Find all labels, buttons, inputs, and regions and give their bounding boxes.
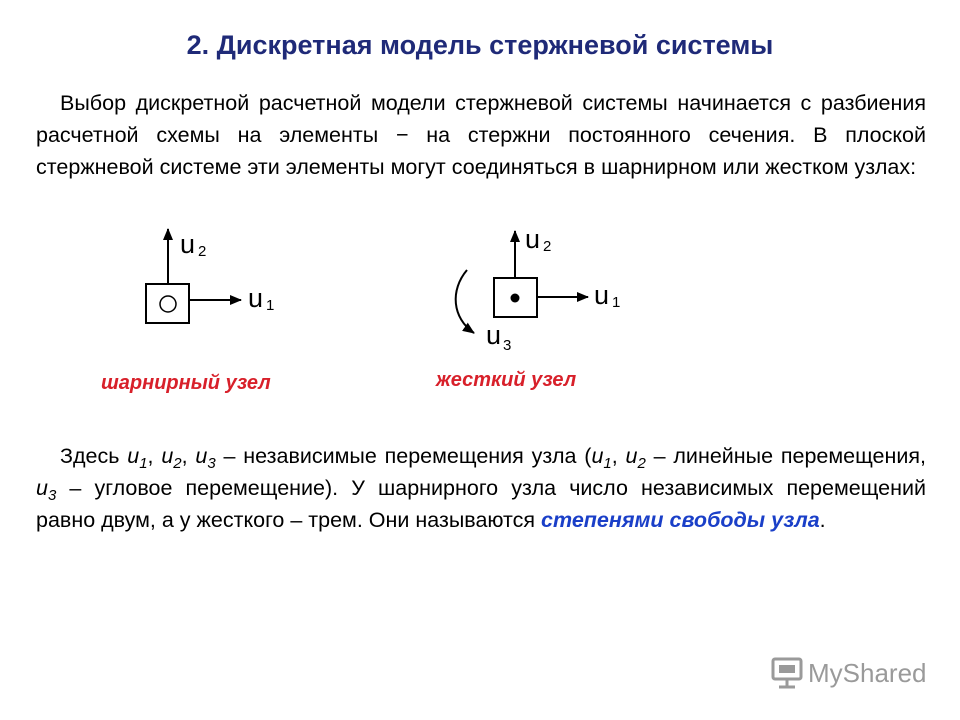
- hinged-u1-sub: 1: [266, 297, 275, 314]
- rigid-node-diagram: [456, 224, 621, 354]
- u1-symbol: $u_1$: [591, 444, 612, 472]
- rigid-u3-sub: 3: [503, 337, 512, 354]
- intro-paragraph: Выбор дискретной расчетной модели стержневой системы начинается с разбиения расчетной схемы на элементы − на стержни постоянного сечения. В плоской стержневой системе эти элементы могут соединяться в шарнирном или жестком узлах:: [36, 91, 926, 179]
- rigid-u1-sub: 1: [612, 294, 621, 311]
- rotation-arrow: [456, 270, 474, 333]
- hinged-u2-label: u: [180, 229, 196, 259]
- hinged-node-caption: шарнирный узел: [101, 372, 271, 394]
- hinged-node-diagram: [146, 229, 274, 323]
- svg-text:u3: [486, 320, 511, 354]
- svg-text:u1: [248, 283, 274, 314]
- hinge-circle: [160, 296, 176, 312]
- svg-text:u2: [525, 224, 551, 255]
- rigid-u2-sub: 2: [543, 238, 552, 255]
- explanation-paragraph: Здесь $u_1$, $u_2$, $u_3$ – независимые перемещения узла ($u_1$, $u_2$ – линейные перемещения, $u_3$ – угловое перемещение). У шарнирного узла число независимых перемещений равно двум, а у жесткого – трем. Они называются степенями свободы узла.: [36, 444, 927, 532]
- hinged-u2-sub: 2: [198, 243, 207, 260]
- u1-symbol: $u_1$: [127, 444, 148, 472]
- u3-symbol: $u_3$: [195, 444, 216, 472]
- hinged-u1-label: u: [248, 283, 264, 313]
- rigid-u2-label: u: [525, 224, 541, 254]
- watermark-logo: MyShared: [808, 658, 927, 688]
- u3-symbol: $u_3$: [36, 476, 57, 504]
- slide-title: 2. Дискретная модель стержневой системы: [186, 30, 774, 60]
- degrees-of-freedom-highlight: степенями свободы узла: [541, 508, 820, 532]
- rigid-u1-label: u: [594, 280, 610, 310]
- svg-text:u2: [180, 229, 206, 260]
- rigid-u3-label: u: [486, 320, 502, 350]
- p2-intro: Здесь: [60, 444, 128, 468]
- svg-text:u1: [594, 280, 620, 311]
- presentation-icon: [770, 656, 806, 690]
- rigid-dot: [511, 294, 520, 303]
- rigid-node-caption: жесткий узел: [436, 369, 577, 391]
- u2-symbol: $u_2$: [625, 444, 646, 472]
- u2-symbol: $u_2$: [161, 444, 182, 472]
